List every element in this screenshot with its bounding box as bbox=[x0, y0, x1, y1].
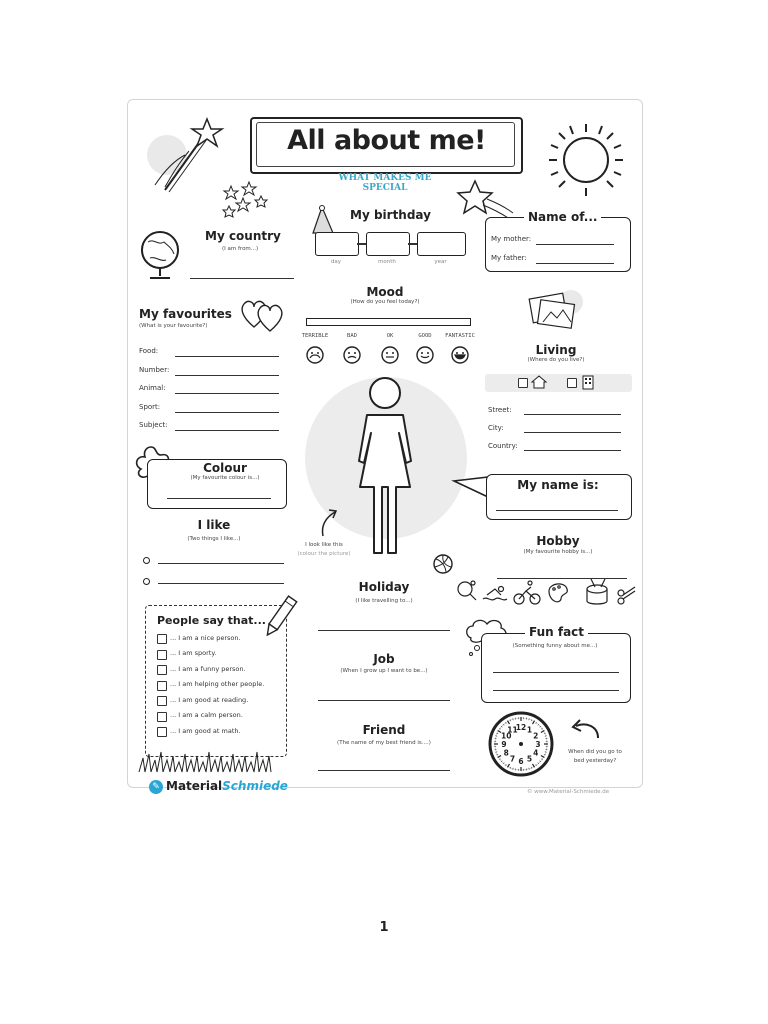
country-heading: My country bbox=[205, 229, 281, 243]
clock-number-6: 6 bbox=[518, 757, 524, 766]
people-statement: ... I am good at math. bbox=[170, 726, 241, 735]
house-checkbox[interactable] bbox=[518, 378, 528, 388]
birthday-month-label: month bbox=[378, 259, 396, 265]
cycling-icon bbox=[514, 581, 540, 604]
favourite-label-animal: Animal: bbox=[139, 384, 166, 392]
person-figure[interactable] bbox=[340, 375, 430, 557]
friend-heading: Friend bbox=[362, 723, 406, 737]
clock-number-3: 3 bbox=[535, 740, 541, 749]
clock-number-4: 4 bbox=[533, 748, 539, 758]
people-checkbox[interactable] bbox=[157, 665, 167, 675]
pencil-icon bbox=[262, 593, 298, 641]
birthday-day-label: day bbox=[330, 259, 342, 265]
clock-number-2: 2 bbox=[533, 731, 539, 741]
country-subtitle: (I am from...) bbox=[222, 246, 259, 252]
father-answer-line[interactable] bbox=[536, 263, 614, 264]
mood-subtitle: (How do you feel today?) bbox=[350, 299, 420, 305]
page-number: 1 bbox=[379, 920, 389, 935]
people-checkbox[interactable] bbox=[157, 696, 167, 706]
figure-note-line1: I look like this bbox=[305, 542, 343, 548]
swimming-icon bbox=[483, 587, 507, 600]
arrow-up-icon bbox=[317, 506, 341, 538]
name-heading: My name is: bbox=[517, 478, 599, 492]
clock-number-11: 11 bbox=[507, 725, 518, 735]
brand-logo bbox=[166, 779, 288, 793]
colour-subtitle: (My favourite colour is...) bbox=[190, 475, 260, 481]
holiday-subtitle: (I like travelling to...) bbox=[355, 598, 413, 604]
living-heading: Living bbox=[535, 343, 577, 357]
living-subtitle: (Where do you live?) bbox=[527, 357, 585, 363]
ping-pong-icon bbox=[458, 581, 476, 600]
ilike-answer-line-2[interactable] bbox=[158, 583, 284, 584]
living-answer-line-country[interactable] bbox=[524, 450, 621, 451]
hobby-heading: Hobby bbox=[536, 534, 580, 548]
sun-icon bbox=[545, 120, 627, 198]
ilike-heading: I like bbox=[197, 518, 231, 532]
birthday-day-box[interactable] bbox=[315, 232, 359, 256]
clock-number-5: 5 bbox=[526, 754, 533, 764]
hobby-icons bbox=[455, 577, 641, 609]
job-answer-line[interactable] bbox=[318, 700, 450, 701]
ilike-bullet-2 bbox=[143, 578, 150, 585]
birthday-year-box[interactable] bbox=[417, 232, 466, 256]
brand-logo-part1: Material bbox=[166, 779, 223, 793]
people-statement: ... I am a calm person. bbox=[170, 711, 243, 719]
father-label: My father: bbox=[491, 254, 527, 262]
favourite-label-subject: Subject: bbox=[139, 421, 168, 429]
funfact-subtitle: (Something funny about me...) bbox=[512, 643, 598, 649]
favourite-answer-line-subject[interactable] bbox=[175, 430, 279, 431]
curved-arrow-icon bbox=[568, 716, 604, 742]
clock-number-9: 9 bbox=[501, 740, 507, 749]
clock-number-1: 1 bbox=[526, 725, 533, 735]
mother-answer-line[interactable] bbox=[536, 244, 614, 245]
friend-subtitle: (The name of my best friend is....) bbox=[337, 740, 431, 746]
people-statement: ... I am good at reading. bbox=[170, 695, 249, 704]
page-title: All about me! bbox=[287, 125, 486, 156]
living-label-city: City: bbox=[488, 424, 504, 432]
big-smile-face-icon[interactable] bbox=[450, 345, 470, 365]
brand-logo-icon: ✎ bbox=[149, 780, 163, 794]
brand-logo-part2: Schmiede bbox=[222, 779, 288, 793]
birthday-year-label: year bbox=[434, 259, 447, 265]
living-label-country: Country: bbox=[488, 442, 518, 450]
favourite-label-number: Number: bbox=[139, 365, 170, 374]
photos-icon bbox=[527, 288, 583, 332]
mood-label-bad: BAD bbox=[347, 333, 357, 339]
smile-face-icon[interactable] bbox=[415, 345, 435, 365]
very-sad-face-icon[interactable] bbox=[305, 345, 325, 365]
copyright: © www.Material-Schmiede.de bbox=[527, 789, 610, 795]
living-answer-line-street[interactable] bbox=[524, 414, 621, 415]
birthday-connector-2 bbox=[408, 243, 417, 245]
holiday-heading: Holiday bbox=[358, 580, 410, 594]
funfact-answer-line-2[interactable] bbox=[493, 690, 619, 691]
favourite-answer-line-sport[interactable] bbox=[175, 412, 279, 413]
drum-icon bbox=[587, 579, 607, 604]
clock-number-7: 7 bbox=[509, 754, 516, 764]
volleyball-icon bbox=[432, 553, 454, 575]
mood-label-fantastic: FANTASTIC bbox=[445, 333, 475, 339]
ilike-answer-line-1[interactable] bbox=[158, 563, 284, 564]
people-statement: ... I am a funny person. bbox=[170, 664, 246, 673]
stars-icon bbox=[221, 178, 271, 220]
people-checkbox[interactable] bbox=[157, 650, 167, 660]
country-answer-line[interactable] bbox=[190, 278, 294, 279]
figure-note-line2: (colour the picture) bbox=[297, 551, 351, 557]
people-statement: ... I am a nice person. bbox=[170, 633, 241, 642]
name-of-heading: Name of... bbox=[524, 210, 601, 224]
living-type-bar bbox=[485, 374, 632, 392]
birthday-month-box[interactable] bbox=[366, 232, 410, 256]
name-answer-line[interactable] bbox=[496, 510, 618, 511]
people-statement: ... I am helping other people. bbox=[170, 680, 265, 688]
birthday-connector-1 bbox=[357, 243, 366, 245]
funfact-heading: Fun fact bbox=[525, 625, 588, 639]
living-answer-line-city[interactable] bbox=[524, 432, 621, 433]
page-subtitle: WHAT MAKES ME SPECIAL bbox=[338, 173, 432, 193]
favourite-answer-line-food[interactable] bbox=[175, 356, 279, 357]
job-subtitle: (When I grow up I want to be...) bbox=[340, 668, 428, 674]
hobby-subtitle: (My favourite hobby is...) bbox=[523, 549, 593, 555]
favourites-heading: My favourites bbox=[139, 307, 232, 321]
favourite-answer-line-number[interactable] bbox=[175, 375, 279, 376]
colour-answer-line[interactable] bbox=[167, 498, 271, 499]
people-checkbox[interactable] bbox=[157, 727, 167, 737]
painting-icon bbox=[549, 584, 567, 602]
clock-number-12: 12 bbox=[515, 723, 527, 732]
bedtime-question-line2: bed yesterday? bbox=[573, 758, 617, 764]
apartment-checkbox[interactable] bbox=[567, 378, 577, 388]
people-statement: ... I am sporty. bbox=[170, 649, 217, 657]
mood-label-ok: OK bbox=[386, 333, 394, 339]
mood-heading: Mood bbox=[366, 285, 404, 299]
favourites-subtitle: (What is your favourite?) bbox=[139, 323, 208, 329]
hearts-icon bbox=[238, 297, 288, 335]
mood-label-terrible: TERRIBLE bbox=[301, 333, 329, 339]
scissors-icon bbox=[618, 587, 635, 604]
sad-face-icon[interactable] bbox=[342, 345, 362, 365]
birthday-heading: My birthday bbox=[350, 208, 431, 222]
favourite-label-sport: Sport: bbox=[139, 402, 161, 411]
people-checkbox[interactable] bbox=[157, 712, 167, 722]
clock-number-8: 8 bbox=[503, 748, 509, 758]
favourite-answer-line-animal[interactable] bbox=[175, 393, 279, 394]
living-label-street: Street: bbox=[488, 406, 512, 414]
grass-decoration bbox=[137, 748, 277, 774]
holiday-answer-line[interactable] bbox=[318, 630, 450, 631]
magic-wand-icon bbox=[145, 115, 225, 195]
job-heading: Job bbox=[373, 652, 395, 666]
friend-answer-line[interactable] bbox=[318, 770, 450, 771]
mother-label: My mother: bbox=[491, 235, 532, 243]
clock-icon[interactable] bbox=[487, 710, 555, 778]
globe-icon bbox=[138, 228, 184, 284]
bedtime-question-line1: When did you go to bbox=[568, 749, 622, 755]
favourite-label-food: Food: bbox=[139, 347, 159, 355]
ilike-bullet-1 bbox=[143, 557, 150, 564]
apartment-icon bbox=[582, 375, 594, 390]
mood-label-good: GOOD bbox=[418, 333, 432, 339]
mood-scale-bar[interactable] bbox=[306, 318, 471, 326]
people-heading: People say that... bbox=[157, 614, 266, 627]
neutral-face-icon[interactable] bbox=[380, 345, 400, 365]
people-checkbox[interactable] bbox=[157, 634, 167, 644]
funfact-answer-line-1[interactable] bbox=[493, 672, 619, 673]
ilike-subtitle: (Two things I like...) bbox=[187, 536, 241, 542]
people-checkbox[interactable] bbox=[157, 681, 167, 691]
clock-number-10: 10 bbox=[501, 731, 512, 741]
house-icon bbox=[531, 375, 547, 389]
colour-heading: Colour bbox=[203, 461, 247, 475]
